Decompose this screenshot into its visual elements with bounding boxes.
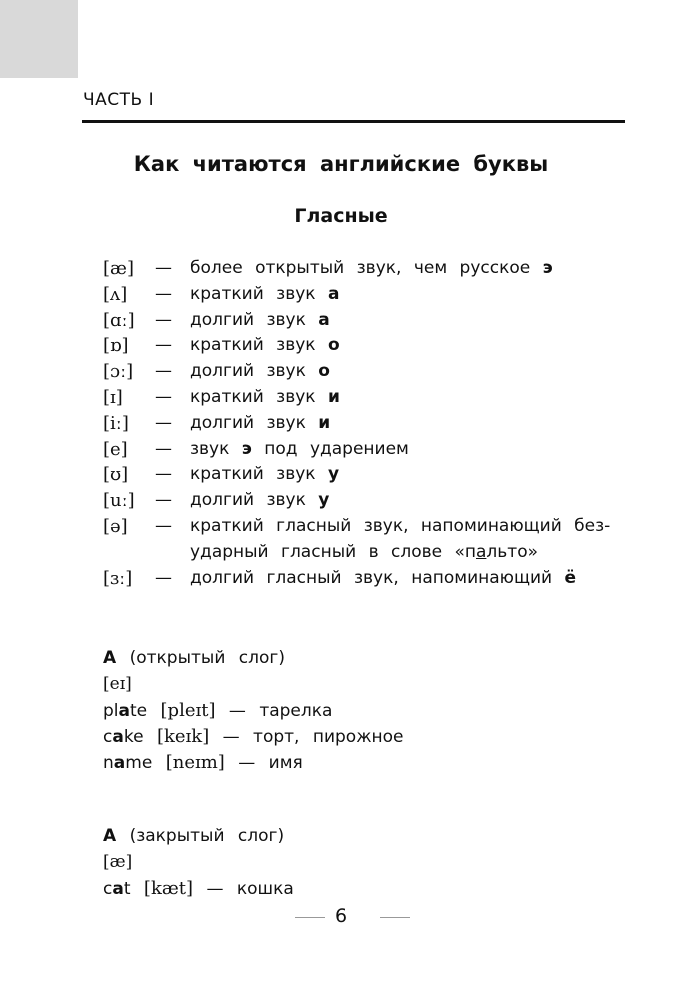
bold-letter: у bbox=[318, 490, 330, 511]
section-label: (закрытый слог) bbox=[129, 826, 285, 846]
vowel-description-cont bbox=[190, 542, 538, 562]
section-label: (открытый слог) bbox=[129, 648, 285, 668]
section-ipa: [eɪ] bbox=[103, 674, 132, 694]
word-translation: имя bbox=[268, 753, 303, 773]
dash: — bbox=[206, 879, 224, 899]
ipa-symbol: [ɒ] bbox=[103, 335, 129, 357]
example-word-row bbox=[103, 752, 303, 773]
dash: — bbox=[238, 753, 256, 773]
description-text: краткий звук bbox=[190, 335, 316, 356]
word-translation: тарелка bbox=[259, 701, 333, 721]
dash: — bbox=[228, 701, 246, 721]
bold-letter: а bbox=[327, 283, 340, 304]
page-number-line-right bbox=[380, 917, 410, 918]
header-rule bbox=[82, 120, 625, 123]
section-ipa: [æ] bbox=[103, 852, 133, 872]
vowel-description bbox=[190, 310, 330, 330]
word-transcription: [pleɪt] bbox=[160, 700, 216, 721]
vowel-description bbox=[190, 335, 340, 355]
section-letter: A bbox=[103, 648, 117, 668]
description-text: краткий гласный звук, напоминающий без- bbox=[190, 516, 611, 536]
dash: — bbox=[155, 335, 172, 356]
word-post: ke bbox=[123, 727, 144, 747]
example-word-row bbox=[103, 726, 404, 747]
word-pre: pl bbox=[103, 701, 119, 721]
section-letter: A bbox=[103, 826, 117, 846]
vowel-description bbox=[190, 387, 340, 407]
corner-tab bbox=[0, 0, 78, 78]
dash: — bbox=[155, 567, 172, 588]
description-text: краткий звук bbox=[190, 387, 316, 407]
bold-letter: о bbox=[318, 361, 330, 382]
dash: — bbox=[155, 516, 172, 536]
word-post: te bbox=[130, 701, 148, 721]
ipa-symbol: [ə] bbox=[103, 516, 128, 537]
word-bold-vowel: a bbox=[112, 727, 124, 747]
vowel-description bbox=[190, 413, 330, 433]
example-word-row bbox=[103, 700, 332, 721]
word-transcription: [kæt] bbox=[143, 878, 194, 899]
description-text: краткий звук bbox=[190, 464, 316, 485]
vowel-description bbox=[190, 284, 339, 304]
vowel-description bbox=[190, 516, 610, 536]
dash: — bbox=[155, 464, 172, 485]
dash: — bbox=[222, 727, 240, 747]
description-text: более открытый звук, чем русское bbox=[190, 258, 531, 278]
ipa-symbol: [ʊ] bbox=[103, 464, 129, 486]
ipa-symbol: [uː] bbox=[103, 490, 135, 512]
dash: — bbox=[155, 490, 172, 511]
bold-letter: и bbox=[327, 387, 340, 407]
word-bold-vowel: a bbox=[112, 879, 124, 899]
dash: — bbox=[155, 258, 172, 278]
vowel-description bbox=[190, 464, 339, 484]
word-translation: торт, пирожное bbox=[253, 727, 404, 747]
dash: — bbox=[155, 438, 172, 459]
description-text: звук bbox=[190, 438, 230, 459]
description-text: льто» bbox=[486, 541, 539, 562]
ipa-symbol: [æ] bbox=[103, 258, 134, 279]
ipa-symbol: [iː] bbox=[103, 412, 129, 434]
description-text: долгий гласный звук, напоминающий bbox=[190, 567, 553, 588]
bold-letter: у bbox=[327, 464, 340, 485]
word-bold-vowel: a bbox=[118, 701, 130, 721]
dash: — bbox=[155, 412, 172, 433]
dash: — bbox=[155, 361, 172, 382]
word-transcription: [neɪm] bbox=[165, 752, 225, 773]
dash: — bbox=[155, 283, 172, 304]
section-heading bbox=[103, 648, 285, 668]
page-number: 6 bbox=[334, 905, 348, 927]
dash: — bbox=[155, 309, 172, 330]
section-heading bbox=[103, 826, 284, 846]
vowel-description bbox=[190, 258, 553, 278]
ipa-symbol: [ʌ] bbox=[103, 283, 128, 305]
description-text-after: под ударением bbox=[264, 438, 409, 459]
description-text: долгий звук bbox=[190, 412, 306, 433]
bold-letter: и bbox=[318, 412, 331, 433]
description-text: долгий звук bbox=[190, 361, 306, 382]
bold-letter: э bbox=[241, 438, 252, 459]
description-text: долгий звук bbox=[190, 490, 306, 511]
ipa-symbol: [ɔː] bbox=[103, 361, 134, 383]
description-text: долгий звук bbox=[190, 309, 306, 330]
ipa-symbol: [e] bbox=[103, 438, 128, 460]
description-text: краткий звук bbox=[190, 283, 316, 304]
bold-letter: ё bbox=[564, 567, 577, 588]
dash: — bbox=[155, 387, 172, 407]
word-transcription: [keɪk] bbox=[156, 726, 210, 747]
page-title: Как читаются английские буквы bbox=[133, 152, 549, 176]
word-post: me bbox=[125, 753, 153, 773]
word-pre: c bbox=[103, 879, 113, 899]
bold-letter: о bbox=[327, 335, 340, 356]
word-bold-vowel: a bbox=[113, 753, 126, 773]
word-pre: c bbox=[103, 727, 113, 747]
vowel-description bbox=[190, 490, 329, 510]
part-header: ЧАСТЬ I bbox=[83, 90, 155, 110]
section-subtitle: Гласные bbox=[294, 205, 388, 227]
vowel-description bbox=[190, 568, 576, 588]
word-pre: n bbox=[103, 753, 114, 773]
ipa-symbol: [ɪ] bbox=[103, 387, 123, 408]
underlined-letter: а bbox=[476, 541, 487, 562]
word-translation: кошка bbox=[236, 879, 294, 899]
ipa-symbol: [ɑː] bbox=[103, 309, 135, 331]
word-post: t bbox=[123, 879, 131, 899]
vowel-description bbox=[190, 361, 330, 381]
ipa-symbol: [ɜː] bbox=[103, 567, 133, 589]
vowel-description bbox=[190, 439, 409, 459]
bold-letter: э bbox=[542, 258, 553, 278]
description-text: ударный гласный в слове «п bbox=[190, 541, 476, 562]
example-word-row bbox=[103, 878, 294, 899]
bold-letter: а bbox=[318, 309, 330, 330]
